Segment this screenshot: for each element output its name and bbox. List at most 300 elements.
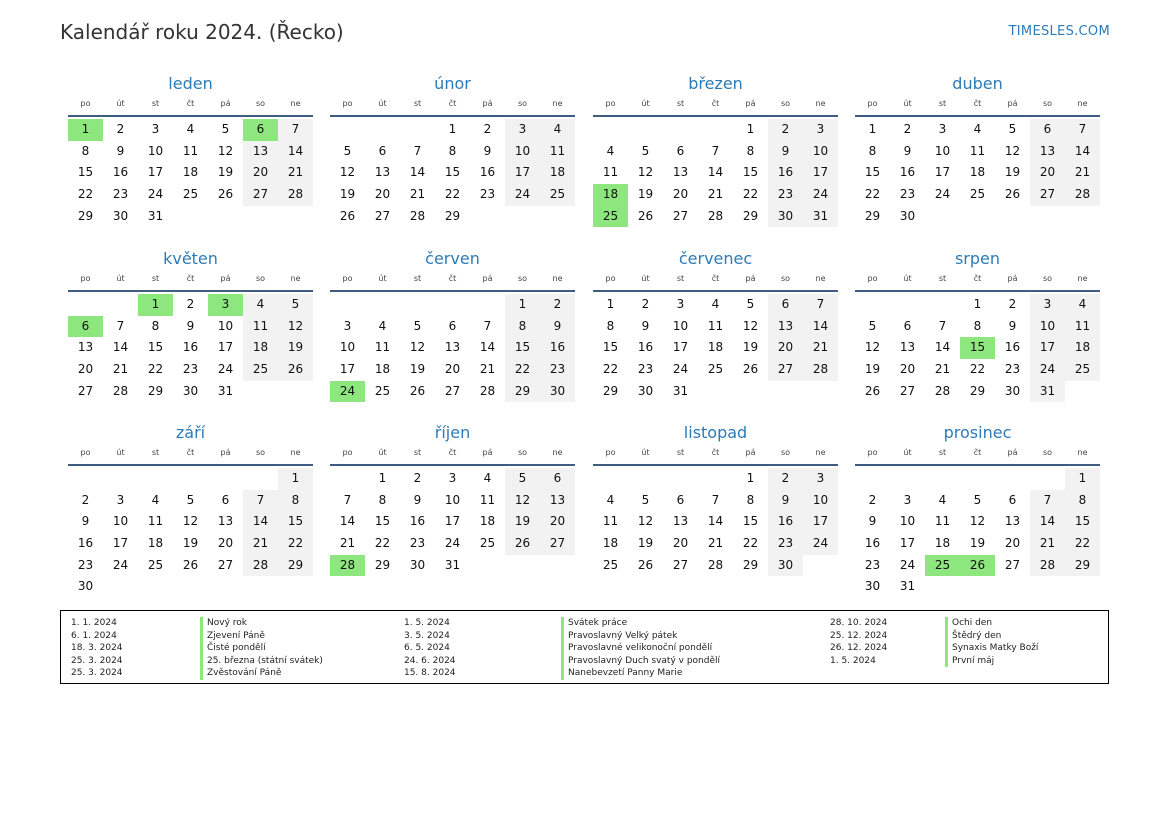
weekday-label: st xyxy=(151,274,160,283)
day-cell: 10 xyxy=(672,318,689,333)
day-cell: 28 xyxy=(243,555,278,577)
day-cell: 14 xyxy=(339,514,356,529)
day-cell: 6 xyxy=(676,143,685,158)
weekday-label: so xyxy=(255,448,266,457)
day-cell: 14 xyxy=(934,340,951,355)
day-cell: 12 xyxy=(339,165,356,180)
day-cell: 11 xyxy=(1065,316,1100,338)
day-cell: 3 xyxy=(803,119,838,141)
day-cell: 4 xyxy=(711,297,720,311)
holiday-name: Synaxis Matky Boží xyxy=(945,642,1038,655)
empty-cell xyxy=(400,294,435,316)
day-cell: 26 xyxy=(217,187,234,202)
weekday-label: út xyxy=(903,448,912,457)
weekday-label: ne xyxy=(552,99,563,108)
weekday-label: po xyxy=(342,448,353,457)
day-cell: 1 xyxy=(278,468,313,490)
day-cell: 12 xyxy=(637,514,654,529)
day-cell: 7 xyxy=(413,143,422,158)
day-cell: 22 xyxy=(864,187,881,202)
day-cell: 13 xyxy=(444,340,461,355)
day-cell: 18 xyxy=(934,536,951,551)
day-cell: 20 xyxy=(217,536,234,551)
empty-cell xyxy=(208,468,243,490)
day-cell: 10 xyxy=(1030,316,1065,338)
day-cell: 21 xyxy=(243,533,278,555)
day-cell: 28 xyxy=(803,359,838,381)
day-cell: 8 xyxy=(606,318,615,333)
day-cell: 2 xyxy=(641,297,650,311)
days-grid xyxy=(330,468,575,576)
day-cell: 31 xyxy=(147,208,164,223)
weekday-label: čt xyxy=(448,274,457,283)
day-cell: 14 xyxy=(278,141,313,163)
day-cell: 9 xyxy=(540,316,575,338)
day-cell: 9 xyxy=(81,514,90,529)
day-cell: 12 xyxy=(217,143,234,158)
day-cell: 16 xyxy=(899,165,916,180)
month-červen xyxy=(330,248,575,402)
day-cell: 7 xyxy=(343,492,352,507)
day-cell: 21 xyxy=(1030,533,1065,555)
empty-cell xyxy=(698,119,733,141)
day-cell: 7 xyxy=(1065,119,1100,141)
day-cell: 3 xyxy=(1030,294,1065,316)
weekday-label: ne xyxy=(815,448,826,457)
holiday-day-cell: 6 xyxy=(68,316,103,338)
day-cell: 25 xyxy=(540,184,575,206)
month-name: únor xyxy=(434,74,471,93)
day-cell: 9 xyxy=(413,492,422,507)
weekday-label: ne xyxy=(552,274,563,283)
day-cell: 31 xyxy=(672,383,689,398)
day-cell: 29 xyxy=(147,383,164,398)
day-cell: 22 xyxy=(278,533,313,555)
days-grid xyxy=(68,119,313,227)
day-cell: 19 xyxy=(339,187,356,202)
day-cell: 4 xyxy=(938,492,947,507)
days-grid xyxy=(593,119,838,227)
day-cell: 4 xyxy=(606,492,615,507)
day-cell: 23 xyxy=(409,536,426,551)
day-cell: 24 xyxy=(505,184,540,206)
day-cell: 7 xyxy=(938,318,947,333)
day-cell: 27 xyxy=(243,184,278,206)
day-cell: 11 xyxy=(934,514,951,529)
day-cell: 13 xyxy=(768,316,803,338)
day-cell: 23 xyxy=(768,184,803,206)
day-cell: 19 xyxy=(864,362,881,377)
day-cell: 4 xyxy=(606,143,615,158)
day-cell: 31 xyxy=(217,383,234,398)
day-cell: 19 xyxy=(637,187,654,202)
month-červenec xyxy=(593,248,838,402)
holiday-dates-column xyxy=(830,617,887,667)
weekday-label: po xyxy=(80,274,91,283)
weekday-label: čt xyxy=(973,99,982,108)
holiday-name: Pravoslavné velikonoční pondělí xyxy=(561,642,720,655)
weekday-header xyxy=(855,272,1100,292)
day-cell: 21 xyxy=(707,187,724,202)
day-cell: 26 xyxy=(637,208,654,223)
day-cell: 26 xyxy=(278,359,313,381)
day-cell: 13 xyxy=(374,165,391,180)
day-cell: 2 xyxy=(540,294,575,316)
day-cell: 16 xyxy=(77,536,94,551)
day-cell: 1 xyxy=(973,297,982,311)
day-cell: 17 xyxy=(899,536,916,551)
day-cell: 26 xyxy=(182,557,199,572)
day-cell: 7 xyxy=(803,294,838,316)
day-cell: 19 xyxy=(637,536,654,551)
month-leden xyxy=(68,73,313,227)
weekday-label: út xyxy=(903,99,912,108)
day-cell: 9 xyxy=(868,514,877,529)
day-cell: 1 xyxy=(606,297,615,311)
day-cell: 4 xyxy=(186,122,195,136)
month-name: leden xyxy=(168,74,213,93)
day-cell: 23 xyxy=(768,533,803,555)
day-cell: 27 xyxy=(374,208,391,223)
day-cell: 22 xyxy=(742,187,759,202)
day-cell: 12 xyxy=(637,165,654,180)
weekday-header xyxy=(68,97,313,117)
day-cell: 14 xyxy=(707,165,724,180)
day-cell: 17 xyxy=(1030,337,1065,359)
day-cell: 10 xyxy=(505,141,540,163)
empty-cell xyxy=(890,468,925,490)
day-cell: 28 xyxy=(934,383,951,398)
weekday-label: čt xyxy=(448,448,457,457)
day-cell: 16 xyxy=(637,340,654,355)
day-cell: 19 xyxy=(409,362,426,377)
day-cell: 27 xyxy=(1030,184,1065,206)
day-cell: 23 xyxy=(479,187,496,202)
day-cell: 17 xyxy=(147,165,164,180)
day-cell: 21 xyxy=(278,162,313,184)
day-cell: 18 xyxy=(602,536,619,551)
day-cell: 19 xyxy=(969,536,986,551)
day-cell: 17 xyxy=(803,162,838,184)
weekday-label: st xyxy=(938,274,947,283)
weekday-label: ne xyxy=(1077,448,1088,457)
weekday-label: po xyxy=(342,274,353,283)
day-cell: 31 xyxy=(803,206,838,228)
day-cell: 14 xyxy=(1065,141,1100,163)
holiday-name: Nový rok xyxy=(200,617,323,630)
day-cell: 29 xyxy=(77,208,94,223)
month-name: červenec xyxy=(678,249,753,268)
day-cell: 20 xyxy=(444,362,461,377)
site-link[interactable]: TIMESLES.COM xyxy=(1008,24,1110,39)
weekday-label: čt xyxy=(186,99,195,108)
day-cell: 7 xyxy=(1030,490,1065,512)
day-cell: 8 xyxy=(278,490,313,512)
day-cell: 29 xyxy=(742,557,759,572)
day-cell: 17 xyxy=(803,511,838,533)
day-cell: 29 xyxy=(864,208,881,223)
weekday-label: ne xyxy=(290,99,301,108)
month-name: srpen xyxy=(954,249,1001,268)
weekday-label: st xyxy=(676,99,685,108)
empty-cell xyxy=(593,119,628,141)
empty-cell xyxy=(925,294,960,316)
empty-cell xyxy=(855,468,890,490)
empty-cell xyxy=(995,468,1030,490)
day-cell: 8 xyxy=(448,143,457,158)
day-cell: 23 xyxy=(899,187,916,202)
holiday-day-cell: 18 xyxy=(593,184,628,206)
month-name: listopad xyxy=(683,423,748,442)
day-cell: 27 xyxy=(768,359,803,381)
month-name: říjen xyxy=(434,423,471,442)
day-cell: 30 xyxy=(182,383,199,398)
weekday-label: st xyxy=(676,448,685,457)
holiday-day-cell: 25 xyxy=(925,555,960,577)
days-grid xyxy=(593,468,838,576)
day-cell: 13 xyxy=(217,514,234,529)
weekday-header xyxy=(68,446,313,466)
day-cell: 26 xyxy=(637,557,654,572)
weekday-label: út xyxy=(641,448,650,457)
day-cell: 29 xyxy=(374,557,391,572)
weekday-header xyxy=(330,446,575,466)
day-cell: 1 xyxy=(378,471,387,485)
day-cell: 15 xyxy=(374,514,391,529)
day-cell: 15 xyxy=(864,165,881,180)
weekday-header xyxy=(593,97,838,117)
day-cell: 3 xyxy=(505,119,540,141)
empty-cell xyxy=(330,468,365,490)
weekday-label: pá xyxy=(745,274,756,283)
weekday-header xyxy=(330,97,575,117)
weekday-label: ne xyxy=(815,99,826,108)
day-cell: 15 xyxy=(505,337,540,359)
empty-cell xyxy=(1030,468,1065,490)
month-prosinec xyxy=(855,422,1100,598)
day-cell: 8 xyxy=(1065,490,1100,512)
weekday-label: so xyxy=(517,448,528,457)
day-cell: 10 xyxy=(803,490,838,512)
day-cell: 24 xyxy=(444,536,461,551)
days-grid xyxy=(330,294,575,402)
day-cell: 11 xyxy=(540,141,575,163)
day-cell: 2 xyxy=(413,471,422,485)
day-cell: 27 xyxy=(77,383,94,398)
holiday-name: Ochi den xyxy=(945,617,1038,630)
day-cell: 12 xyxy=(278,316,313,338)
day-cell: 10 xyxy=(112,514,129,529)
days-grid xyxy=(330,119,575,227)
holiday-day-cell: 25 xyxy=(593,206,628,228)
day-cell: 11 xyxy=(374,340,391,355)
day-cell: 23 xyxy=(540,359,575,381)
weekday-label: st xyxy=(938,99,947,108)
days-grid xyxy=(593,294,838,402)
day-cell: 15 xyxy=(278,511,313,533)
day-cell: 14 xyxy=(707,514,724,529)
holiday-date: 15. 8. 2024 xyxy=(404,668,456,678)
holiday-name: Zjevení Páně xyxy=(200,630,323,643)
holiday-day-cell: 28 xyxy=(330,555,365,577)
weekday-label: čt xyxy=(973,274,982,283)
day-cell: 24 xyxy=(934,187,951,202)
day-cell: 5 xyxy=(641,492,650,507)
day-cell: 9 xyxy=(641,318,650,333)
day-cell: 1 xyxy=(1065,468,1100,490)
month-duben xyxy=(855,73,1100,227)
empty-cell xyxy=(365,119,400,141)
day-cell: 20 xyxy=(768,337,803,359)
day-cell: 22 xyxy=(77,187,94,202)
day-cell: 26 xyxy=(1004,187,1021,202)
day-cell: 13 xyxy=(672,514,689,529)
holiday-name: Nanebevzetí Panny Marie xyxy=(561,667,720,680)
day-cell: 29 xyxy=(278,555,313,577)
holiday-name: Štědrý den xyxy=(945,630,1038,643)
month-květen xyxy=(68,248,313,402)
day-cell: 25 xyxy=(969,187,986,202)
day-cell: 1 xyxy=(746,471,755,485)
day-cell: 5 xyxy=(868,318,877,333)
day-cell: 16 xyxy=(768,162,803,184)
day-cell: 19 xyxy=(505,511,540,533)
day-cell: 27 xyxy=(540,533,575,555)
day-cell: 29 xyxy=(602,383,619,398)
day-cell: 19 xyxy=(742,340,759,355)
day-cell: 6 xyxy=(1030,119,1065,141)
weekday-label: pá xyxy=(1007,448,1018,457)
day-cell: 12 xyxy=(182,514,199,529)
weekday-label: pá xyxy=(1007,274,1018,283)
day-cell: 5 xyxy=(343,143,352,158)
day-cell: 18 xyxy=(479,514,496,529)
day-cell: 22 xyxy=(1065,533,1100,555)
day-cell: 2 xyxy=(868,492,877,507)
day-cell: 14 xyxy=(243,511,278,533)
day-cell: 28 xyxy=(707,208,724,223)
day-cell: 21 xyxy=(339,536,356,551)
day-cell: 13 xyxy=(243,141,278,163)
day-cell: 7 xyxy=(243,490,278,512)
day-cell: 27 xyxy=(899,383,916,398)
day-cell: 17 xyxy=(339,362,356,377)
month-listopad xyxy=(593,422,838,576)
day-cell: 29 xyxy=(1065,555,1100,577)
day-cell: 24 xyxy=(147,187,164,202)
day-cell: 23 xyxy=(864,557,881,572)
weekday-label: so xyxy=(1042,274,1053,283)
day-cell: 11 xyxy=(147,514,164,529)
day-cell: 13 xyxy=(1030,141,1065,163)
day-cell: 25 xyxy=(479,536,496,551)
holiday-date: 3. 5. 2024 xyxy=(404,630,450,641)
weekday-header xyxy=(330,272,575,292)
day-cell: 29 xyxy=(742,208,759,223)
empty-cell xyxy=(138,468,173,490)
day-cell: 30 xyxy=(864,579,881,594)
empty-cell xyxy=(890,294,925,316)
day-cell: 23 xyxy=(77,557,94,572)
day-cell: 16 xyxy=(540,337,575,359)
day-cell: 18 xyxy=(374,362,391,377)
day-cell: 6 xyxy=(448,318,457,333)
holiday-name: Čisté pondělí xyxy=(200,642,323,655)
weekday-header xyxy=(68,272,313,292)
empty-cell xyxy=(103,294,138,316)
day-cell: 13 xyxy=(77,340,94,355)
holidays-box xyxy=(60,610,1109,684)
empty-cell xyxy=(960,468,995,490)
day-cell: 3 xyxy=(151,122,160,136)
holiday-date: 28. 10. 2024 xyxy=(830,618,888,628)
holiday-date: 1. 5. 2024 xyxy=(830,655,876,666)
day-cell: 9 xyxy=(768,141,803,163)
empty-cell xyxy=(628,468,663,490)
day-cell: 18 xyxy=(969,165,986,180)
day-cell: 3 xyxy=(116,492,125,507)
day-cell: 15 xyxy=(77,165,94,180)
empty-cell xyxy=(330,119,365,141)
holiday-date: 25. 3. 2024 xyxy=(71,668,123,678)
day-cell: 9 xyxy=(483,143,492,158)
day-cell: 10 xyxy=(803,141,838,163)
weekday-label: út xyxy=(116,448,125,457)
day-cell: 30 xyxy=(1004,383,1021,398)
day-cell: 15 xyxy=(1065,511,1100,533)
day-cell: 30 xyxy=(768,555,803,577)
day-cell: 29 xyxy=(444,208,461,223)
weekday-label: pá xyxy=(482,274,493,283)
day-cell: 27 xyxy=(1004,557,1021,572)
weekday-label: po xyxy=(867,448,878,457)
day-cell: 21 xyxy=(112,362,129,377)
day-cell: 22 xyxy=(969,362,986,377)
day-cell: 13 xyxy=(540,490,575,512)
weekday-label: ne xyxy=(290,448,301,457)
day-cell: 2 xyxy=(1008,297,1017,311)
weekday-label: út xyxy=(903,274,912,283)
day-cell: 3 xyxy=(448,471,457,485)
day-cell: 6 xyxy=(378,143,387,158)
weekday-label: pá xyxy=(482,99,493,108)
day-cell: 12 xyxy=(969,514,986,529)
day-cell: 27 xyxy=(672,557,689,572)
day-cell: 23 xyxy=(637,362,654,377)
day-cell: 10 xyxy=(899,514,916,529)
holiday-day-cell: 1 xyxy=(138,294,173,316)
weekday-header xyxy=(593,446,838,466)
empty-cell xyxy=(68,468,103,490)
empty-cell xyxy=(103,468,138,490)
day-cell: 16 xyxy=(864,536,881,551)
day-cell: 22 xyxy=(505,359,540,381)
weekday-label: út xyxy=(378,99,387,108)
holiday-names-column xyxy=(200,617,323,680)
day-cell: 6 xyxy=(903,318,912,333)
day-cell: 30 xyxy=(768,206,803,228)
day-cell: 22 xyxy=(147,362,164,377)
weekday-label: čt xyxy=(186,448,195,457)
holiday-dates-column xyxy=(71,617,123,680)
day-cell: 11 xyxy=(479,492,496,507)
day-cell: 7 xyxy=(711,143,720,158)
month-name: duben xyxy=(952,74,1003,93)
day-cell: 14 xyxy=(1030,511,1065,533)
day-cell: 7 xyxy=(483,318,492,333)
day-cell: 5 xyxy=(221,122,230,136)
day-cell: 14 xyxy=(112,340,129,355)
